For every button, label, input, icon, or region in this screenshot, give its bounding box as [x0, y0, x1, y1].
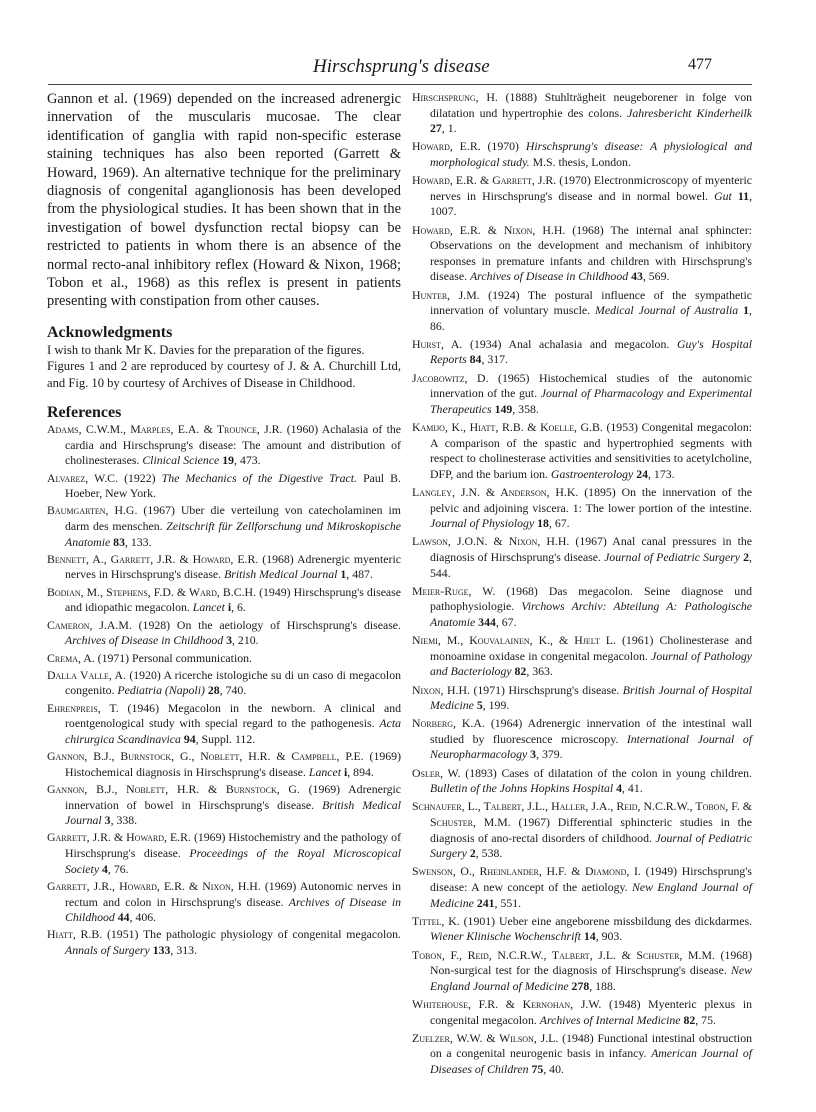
reference-authors: Hiatt, R.B. [47, 927, 103, 942]
reference-volume: 28 [207, 683, 220, 698]
reference-text: (1969) Autonomic nerves in rectum and colon in Hirschsprung's disease. [65, 878, 401, 909]
reference-authors: Ehrenpreis, T. [47, 700, 119, 715]
reference-authors: Gannon, B.J., Noblett, H.R. & Burnstock, G. [47, 782, 300, 797]
reference-journal: British Medical Journal [224, 567, 338, 582]
reference-authors: Kamijo, K., Hiatt, R.B. & Koelle, G.B. [412, 420, 603, 435]
reference-authors: Cameron, J.A.M. [47, 617, 132, 632]
reference-pages: , 487. [346, 567, 373, 582]
reference-pages: , 41. [622, 781, 643, 796]
reference-pages: , 1007. [430, 188, 753, 219]
reference-text: (1965) Histochemical studies of the autonomic innervation of the gut. [430, 370, 752, 401]
reference-entry [47, 503, 401, 550]
reference-pages: , 379. [536, 747, 563, 762]
reference-journal: Zeitschrift für Zellforschung und Mikroskopische Anatomie [65, 519, 401, 549]
reference-pages: , 75. [695, 1012, 716, 1027]
reference-pages: , 544. [430, 549, 752, 580]
reference-entry [412, 534, 752, 581]
reference-journal: Pediatria (Napoli) [117, 683, 205, 698]
running-title: Hirschsprung's disease [313, 56, 490, 77]
reference-authors: Baumgarten, H.G. [47, 503, 138, 518]
reference-pages: , 903. [595, 929, 623, 944]
reference-entry [412, 337, 752, 368]
reference-pages: , 358. [512, 401, 539, 416]
reference-journal: British Medical Journal [65, 797, 401, 828]
reference-authors: Crema, A. [47, 650, 95, 665]
reference-pages: , 1. [441, 121, 457, 136]
reference-text: (1948) Myenteric plexus in congenital megacolon. [430, 996, 752, 1027]
reference-entry [412, 223, 752, 285]
reference-pages: , 551. [494, 895, 522, 910]
reference-pages: , 6. [231, 600, 246, 615]
reference-pages: , 740. [219, 683, 247, 698]
body-paragraph: Gannon et al. (1969) depended on the increased adrenergic innervation of the muscularis mucosae. The clear identification of ganglia with rapid non-specific esterase staining techniques has also been reported (Garrett & Howard, 1969). An alternative technique for the preliminary diagnosis of congenital aganglionosis has been developed from the physiological studies. It has been shown that in the investigation of bowel dysfunction rectal biopsy can be restricted to patients in whom there is an absence of the normal recto-anal inhibitory reflex (Howard & Nixon, 1968; Tobon et al., 1968) as this reflex is present in patients presenting with constipation from other causes. [47, 91, 401, 310]
reference-pages: , 76. [107, 861, 129, 876]
reference-authors: Meier-Ruge, W. [412, 583, 496, 598]
reference-text: (1970) [480, 139, 526, 154]
reference-entry [412, 90, 752, 137]
acknowledgment-text: Figures 1 and 2 are reproduced by courtesy of J. & A. Churchill Ltd, and Fig. 10 by courtesy of Archives of Disease in Childhood. [47, 359, 401, 390]
reference-text: (1895) On the innervation of the pelvic and adjoining viscera. 1: The lower portion of the intestine. [430, 485, 752, 515]
reference-volume: 82 [514, 664, 527, 679]
reference-pages: , 406. [129, 910, 157, 925]
reference-pages: , 199. [482, 698, 510, 713]
reference-text: (1967) Uber die verteilung von catecholaminen im darm des menschen. [65, 503, 401, 534]
reference-authors: Garrett, J.R., Howard, E.R. & Nixon, H.H. [47, 878, 261, 893]
reference-pages: , Suppl. 112. [195, 731, 256, 746]
reference-pages: , 188. [589, 978, 616, 993]
reference-volume: 133 [152, 943, 171, 958]
reference-volume: 278 [571, 978, 590, 993]
reference-list-right [412, 90, 752, 1078]
reference-entry [412, 420, 752, 482]
reference-text: (1970) Electronmicroscopy of myenteric nerves in Hirschsprung's disease and in normal bowel. [430, 173, 752, 203]
references-heading: References [47, 403, 122, 421]
reference-text: (1946) Megacolon in the newborn. A clinical and roentgenological study with special regard to the pathogenesis. [65, 700, 401, 731]
reference-journal: Virchows Archiv: Abteilung A: Pathologische Anatomie [430, 599, 752, 629]
reference-pages: , 363. [526, 664, 553, 679]
reference-journal: Wiener Klinische Wochenschrift [430, 929, 581, 944]
reference-text: (1948) Functional intestinal obstruction on a congenital neurogenic basis in infancy. [430, 1030, 752, 1061]
reference-entry [412, 139, 752, 170]
reference-pages: , 894. [347, 764, 374, 779]
reference-journal: Journal of Pediatric Surgery [604, 549, 741, 564]
reference-text: (1949) Hirschsprung's disease: A new concept of the aetiology. [430, 864, 752, 894]
reference-pages: , 173. [648, 466, 675, 481]
reference-authors: Nixon, H.H. [412, 682, 470, 697]
reference-volume: 5 [476, 698, 483, 713]
reference-authors: Bennett, A., Garrett, J.R. & Howard, E.R. [47, 551, 259, 566]
reference-volume: 44 [117, 910, 130, 925]
reference-authors: Howard, E.R. & Garrett, J.R. [412, 173, 557, 188]
reference-entry [47, 927, 401, 958]
reference-volume: 4 [102, 861, 108, 876]
reference-volume: 84 [469, 352, 482, 367]
reference-authors: Lawson, J.O.N. & Nixon, H.H. [412, 534, 570, 549]
reference-authors: Gannon, B.J., Burnstock, G., Noblett, H.R. & Campbell, P.E. [47, 749, 364, 764]
reference-volume: 1 [340, 567, 347, 582]
reference-text: (1964) Adrenergic innervation of the intestinal wall studied by fluorescence microscopy. [430, 716, 752, 746]
reference-journal: British Journal of Hospital Medicine [430, 682, 753, 713]
reference-entry [47, 879, 401, 926]
reference-volume: 344 [478, 614, 496, 629]
reference-volume: i [343, 764, 348, 779]
reference-authors: Hirschsprung, H. [412, 90, 498, 104]
reference-journal: Lancet [308, 764, 342, 779]
reference-text: (1960) Achalasia of the cardia and Hirschsprung's disease: The amount and distribution of cholinesterases. [65, 422, 402, 468]
reference-text: (1953) Congenital megacolon: A comparison of the spastic and hypertrophied segments with respect to cholinesterase activities and sensitivities to acetylcholine, DFP, and the barium ion. [430, 420, 752, 481]
reference-journal: International Journal of Neuropharmacology [430, 731, 752, 762]
reference-authors: Tobon, F., Reid, N.C.R.W., Talbert, J.L. & Schuster, M.M. [412, 947, 715, 962]
reference-text: (1951) The pathologic physiology of congenital megacolon. [102, 927, 401, 942]
reference-pages: , 473. [234, 453, 261, 468]
reference-authors: Niemi, M., Kouvalainen, K., & Hjelt L. [412, 633, 616, 648]
reference-authors: Howard, E.R. & Nixon, H.H. [412, 222, 566, 237]
reference-journal: Bulletin of the Johns Hopkins Hospital [430, 781, 614, 796]
reference-entry [412, 948, 752, 995]
reference-entry [412, 997, 752, 1028]
reference-entry [412, 485, 752, 532]
reference-entry [412, 716, 752, 763]
reference-journal: Archives of Disease in Childhood [469, 269, 629, 284]
reference-pages: , 313. [170, 943, 197, 958]
reference-authors: Zuelzer, W.W. & Wilson, J.L. [412, 1030, 559, 1045]
reference-entry [412, 799, 752, 861]
reference-pages: M.S. thesis, London. [529, 154, 631, 169]
reference-journal: Journal of Pathology and Bacteriology [430, 648, 752, 679]
reference-text: (1968) Adrenergic myenteric nerves in Hirschsprung's disease. [65, 551, 401, 582]
reference-volume: 24 [636, 466, 649, 481]
reference-entry [412, 633, 752, 680]
reference-volume: 43 [631, 269, 643, 284]
reference-journal: American Journal of Diseases of Children [430, 1046, 753, 1076]
reference-pages: , 538. [475, 846, 503, 861]
reference-text: (1901) Ueber eine angeborene missbildung des dickdarmes. [459, 913, 752, 928]
reference-journal: Hirschsprung's disease: A physiological and morphological study. [430, 139, 752, 169]
reference-entry [47, 471, 401, 502]
reference-journal: The Mechanics of the Digestive Tract. [161, 470, 357, 485]
reference-text: (1967) Differential sphincteric studies in the diagnosis of ano-rectal disorders of childhood. [430, 815, 752, 845]
reference-journal: Annals of Surgery [65, 943, 150, 958]
reference-volume: i [227, 600, 232, 615]
reference-volume: 3 [530, 747, 537, 762]
reference-journal: New England Journal of Medicine [430, 880, 752, 910]
reference-authors: Swenson, O., Rheinlander, H.F. & Diamond, I. [412, 864, 641, 879]
reference-text: (1920) A ricerche istologiche su di un caso di megacolon congenito. [65, 667, 401, 698]
reference-entry [47, 585, 401, 616]
reference-journal: Archives of Disease in Childhood [65, 894, 401, 925]
reference-authors: Hurst, A. [412, 336, 463, 351]
page-number: 477 [688, 56, 712, 73]
acknowledgment-text: I wish to thank Mr K. Davies for the preparation of the figures. [47, 343, 365, 358]
reference-authors: Dalla Valle, A. [47, 667, 127, 682]
reference-pages: , 67. [548, 516, 570, 531]
reference-text: (1969) Adrenergic innervation of bowel in Hirschsprung's disease. [65, 782, 401, 812]
reference-text: (1968) Non-surgical test for the diagnosis of Hirschsprung's disease. [430, 947, 752, 978]
reference-journal: New England Journal of Medicine [430, 963, 752, 993]
reference-volume: 3 [226, 633, 233, 648]
reference-text: (1893) Cases of dilatation of the colon in young children. [460, 765, 752, 780]
reference-text: (1968) Das megacolon. Seine diagnose und pathophysiologie. [430, 583, 752, 614]
reference-text: (1969) Histochemistry and the pathology of Hirschsprung's disease. [65, 830, 401, 861]
reference-pages: , 569. [642, 269, 670, 284]
reference-authors: Garrett, J.R. & Howard, E.R. [47, 830, 191, 845]
reference-entry [47, 422, 401, 469]
reference-text: (1971) Personal communication. [94, 650, 252, 665]
reference-pages: , 210. [232, 633, 259, 648]
reference-text: (1971) Hirschsprung's disease. [469, 682, 623, 697]
reference-entry [47, 701, 401, 748]
reference-text: (1922) [117, 470, 162, 485]
reference-volume: 14 [583, 929, 596, 944]
reference-journal: Guy's Hospital Reports [430, 336, 753, 367]
reference-journal: Acta chirurgica Scandinavica [65, 716, 401, 746]
reference-journal: Archives of Disease in Childhood [65, 633, 224, 648]
reference-authors: Osler, W. [412, 765, 461, 780]
reference-volume: 1 [743, 303, 750, 318]
reference-journal: Medical Journal of Australia [595, 303, 739, 318]
reference-pages: Paul B. Hoeber, New York. [65, 470, 401, 501]
reference-pages: , 133. [124, 534, 152, 549]
reference-entry [47, 618, 401, 649]
reference-authors: Adams, C.W.M., Marples, E.A. & Trounce, J.R. [47, 422, 283, 437]
reference-journal: Archives of Internal Medicine [539, 1012, 681, 1027]
reference-text: (1928) On the aetiology of Hirschsprung's disease. [131, 617, 401, 632]
reference-entry [412, 864, 752, 911]
reference-entry [47, 552, 401, 583]
reference-authors: Norberg, K.A. [412, 716, 485, 731]
reference-volume: 149 [494, 401, 513, 416]
reference-list-left [47, 422, 401, 959]
reference-text: (1924) The postural influence of the sympathetic innervation of voluntary muscle. [430, 287, 753, 318]
reference-entry [412, 173, 752, 220]
reference-volume: 3 [104, 813, 111, 828]
reference-authors: Bodian, M., Stephens, F.D. & Ward, B.C.H. [47, 584, 257, 599]
reference-authors: Howard, E.R. [412, 139, 481, 154]
reference-entry [412, 914, 752, 945]
reference-volume: 82 [683, 1012, 696, 1027]
reference-authors: Tittel, K. [412, 913, 460, 928]
reference-text: (1968) The internal anal sphincter: Observations on the development and mechanism of inhibitory responses in premature infants and children with Hirschsprung's disease. [430, 222, 752, 284]
reference-entry [412, 1031, 752, 1078]
acknowledgments-heading: Acknowledgments [47, 323, 173, 341]
reference-journal: Journal of Physiology [430, 516, 535, 531]
reference-entry [412, 683, 752, 714]
reference-volume: 11 [737, 188, 750, 203]
reference-entry [47, 830, 401, 877]
reference-volume: 2 [469, 846, 476, 861]
reference-authors: Hunter, J.M. [412, 287, 480, 302]
reference-entry [412, 766, 752, 797]
reference-volume: 18 [537, 516, 549, 531]
reference-authors: Jacobowitz, D. [412, 370, 489, 385]
reference-volume: 4 [616, 781, 623, 796]
reference-text: (1949) Hirschsprung's disease and idiopathic megacolon. [65, 584, 401, 615]
reference-journal: Jahresbericht Kinderheilk [627, 105, 753, 120]
reference-text: (1961) Cholinesterase and monoamine oxidase in congenital megacolon. [430, 633, 752, 663]
reference-entry [47, 749, 401, 780]
right-column [412, 90, 752, 1080]
reference-volume: 94 [183, 731, 196, 746]
reference-pages: , 317. [481, 352, 508, 367]
reference-journal: Clinical Science [142, 453, 220, 468]
reference-volume: 19 [222, 453, 235, 468]
reference-entry [47, 782, 401, 829]
reference-text: (1969) Histochemical diagnosis in Hirschsprung's disease. [65, 749, 401, 779]
reference-authors: Whitehouse, F.R. & Kernohan, J.W. [412, 996, 602, 1011]
running-header [0, 56, 816, 80]
reference-journal: Proceedings of the Royal Microscopical Society [65, 846, 401, 876]
reference-pages: , 40. [543, 1061, 564, 1076]
reference-entry [412, 584, 752, 631]
reference-entry [412, 371, 752, 418]
reference-journal: Gastroenterology [550, 466, 634, 481]
reference-entry [47, 651, 401, 667]
reference-journal: Lancet [192, 600, 225, 615]
left-column [47, 90, 401, 960]
reference-journal: Gut [714, 188, 732, 203]
reference-volume: 2 [743, 549, 750, 564]
reference-pages: , 67. [495, 614, 517, 629]
reference-text: (1888) Stuhlträgheit neugeborener in folge von dilatation und hypertrophie des colons. [430, 90, 752, 120]
reference-entry [412, 288, 752, 335]
reference-pages: , 86. [430, 303, 752, 333]
reference-volume: 83 [113, 534, 125, 549]
reference-volume: 27 [430, 121, 442, 136]
header-rule [48, 84, 752, 85]
reference-journal: Journal of Pediatric Surgery [430, 830, 752, 861]
reference-authors: Langley, J.N. & Anderson, H.K. [412, 485, 579, 499]
reference-text: (1934) Anal achalasia and megacolon. [462, 336, 677, 351]
reference-authors: Schnaufer, L., Talbert, J.L., Haller, J.A., Reid, N.C.R.W., Tobon, F. & Schuster, M.M. [412, 799, 752, 830]
reference-entry [47, 668, 401, 699]
reference-volume: 75 [531, 1061, 544, 1076]
reference-volume: 241 [476, 895, 495, 910]
reference-journal: Journal of Pharmacology and Experimental Therapeutics [430, 386, 752, 416]
reference-text: (1967) Anal canal pressures in the diagnosis of Hirschsprung's disease. [430, 534, 753, 564]
reference-authors: Alvarez, W.C. [47, 470, 118, 485]
reference-pages: , 338. [110, 813, 138, 828]
